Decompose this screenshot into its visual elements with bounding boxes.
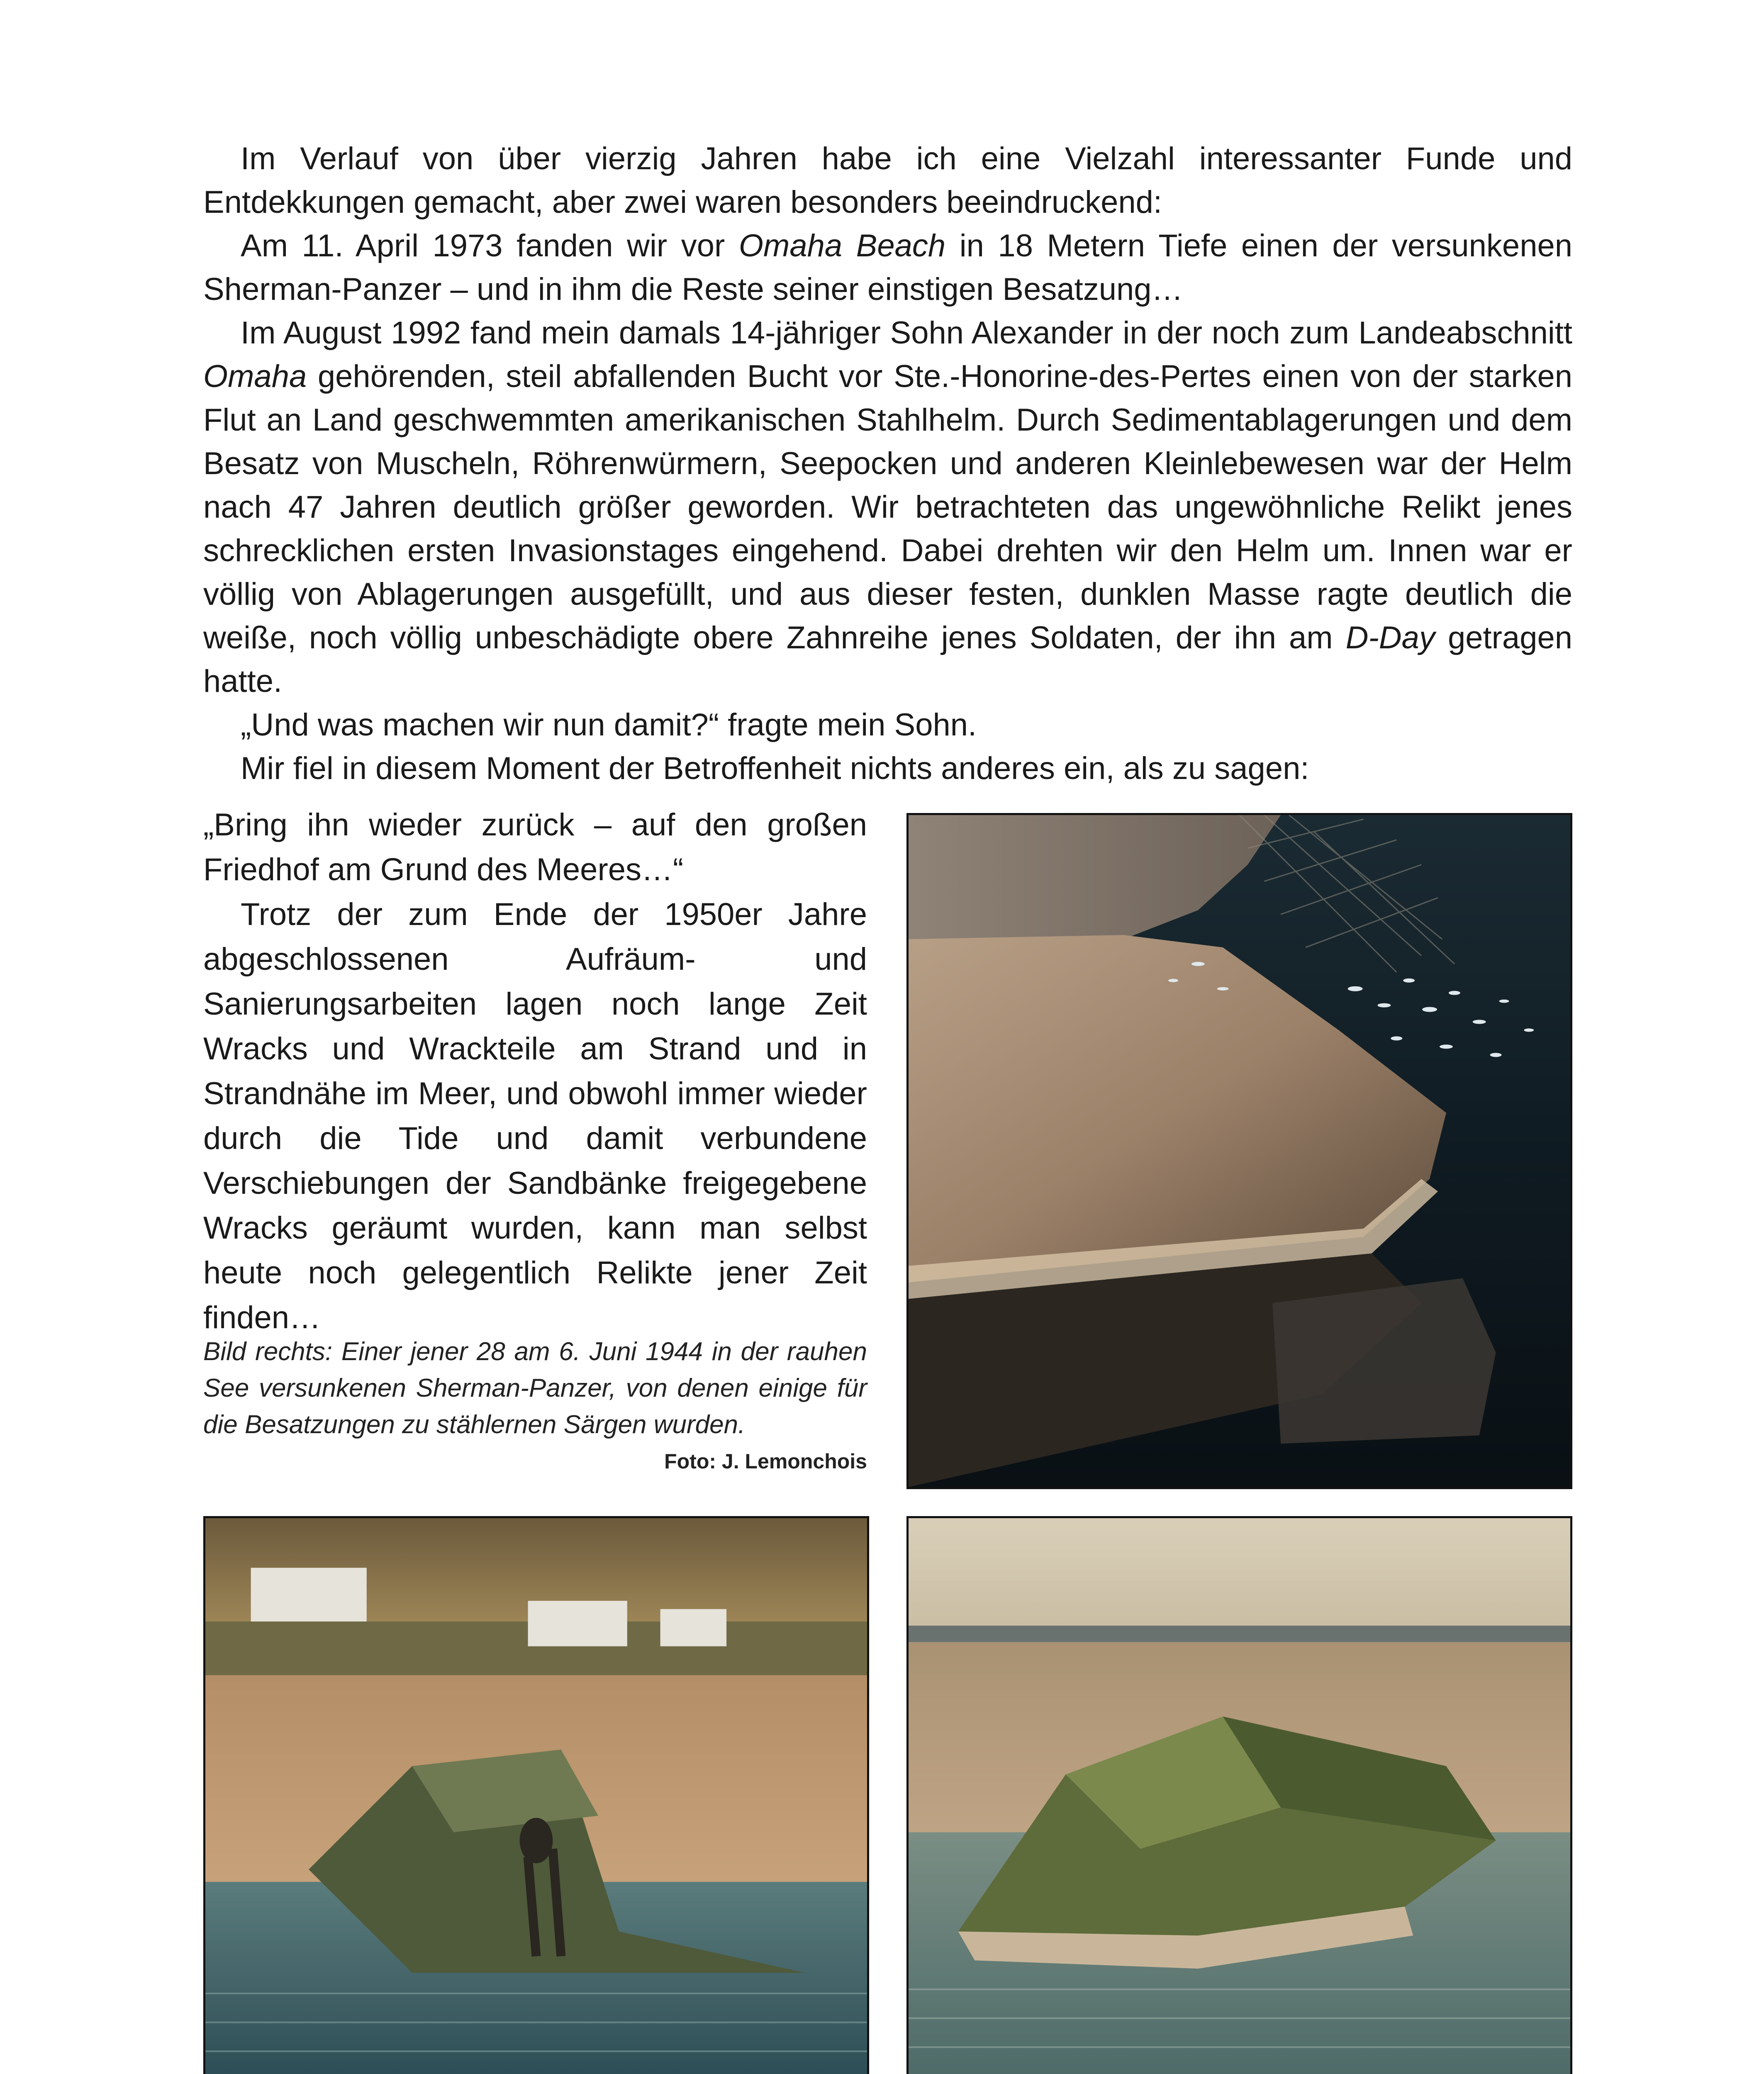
tank-photo-image bbox=[909, 815, 1570, 1487]
paragraph-1: Im Verlauf von über vierzig Jahren habe ich eine Vielzahl interessanter Funde und Entdekkungen gemacht, aber zwei waren besonders beeindruckend: bbox=[203, 141, 1572, 220]
paragraph-2: Am 11. April 1973 fanden wir vor Omaha Beach in 18 Metern Tiefe einen der versunkenen Sherman-Panzer – und in ihm die Reste seiner einstigen Besatzung… bbox=[203, 228, 1572, 307]
tank-photo-caption bbox=[203, 1334, 867, 1480]
body-text-column bbox=[203, 803, 867, 1340]
bow-left-image bbox=[205, 1518, 867, 2074]
bow-right-image bbox=[909, 1518, 1570, 2074]
tank-photo-credit: Foto: J. Lemonchois bbox=[664, 1450, 867, 1473]
bow-wreck-photo-right bbox=[906, 1516, 1572, 2074]
paragraph-3: Im August 1992 fand mein damals 14-jähriger Sohn Alexander in der noch zum Landeabschnitt Omaha gehörenden, steil abfallenden Bucht vor Ste.-Honorine-des-Pertes einen von der starken Flut an Land geschwemmten amerikanischen Stahlhelm. Durch Sedimentablagerungen und dem Besatz von Muscheln, Röhrenwürmern, Seepocken und anderen Kleinlebewesen war der Helm nach 47 Jahren deutlich größer geworden. Wir betrachteten das ungewöhnliche Relikt jenes schrecklichen ersten Invasionstages eingehend. Dabei drehten wir den Helm um. Innen war er völlig von Ablagerungen ausgefüllt, und aus dieser festen, dunklen Masse ragte deutlich die weiße, noch völlig unbeschädigte obere Zahnreihe jenes Soldaten, der ihn am D-Day getragen hatte. bbox=[203, 315, 1572, 699]
paragraph-7: Trotz der zum Ende der 1950er Jahre abgeschlossenen Aufräum- und Sanierungsarbeiten lagen noch lange Zeit Wracks und Wrackteile am Strand und in Strandnähe im Meer, und obwohl immer wieder durch die Tide und damit verbundene Verschiebungen der Sandbänke freigegebene Wracks geräumt wurden, kann man selbst heute noch gelegentlich Relikte jener Zeit finden… bbox=[203, 897, 867, 1335]
tank-caption-text: Bild rechts: Einer jener 28 am 6. Juni 1944 in der rauhen See versunkenen Sherman-Panzer, von denen einige für die Besatzungen zu stählernen Särgen wurden. bbox=[203, 1337, 867, 1439]
sunken-tank-photo bbox=[906, 813, 1572, 1489]
paragraph-4: „Und was machen wir nun damit?“ fragte mein Sohn. bbox=[241, 707, 977, 742]
paragraph-5: Mir fiel in diesem Moment der Betroffenheit nichts anderes ein, als zu sagen: bbox=[241, 751, 1309, 786]
body-text-top bbox=[203, 137, 1572, 790]
bow-wreck-photo-left bbox=[203, 1516, 869, 2074]
paragraph-6: „Bring ihn wieder zurück – auf den großen Friedhof am Grund des Meeres…“ bbox=[203, 807, 867, 887]
